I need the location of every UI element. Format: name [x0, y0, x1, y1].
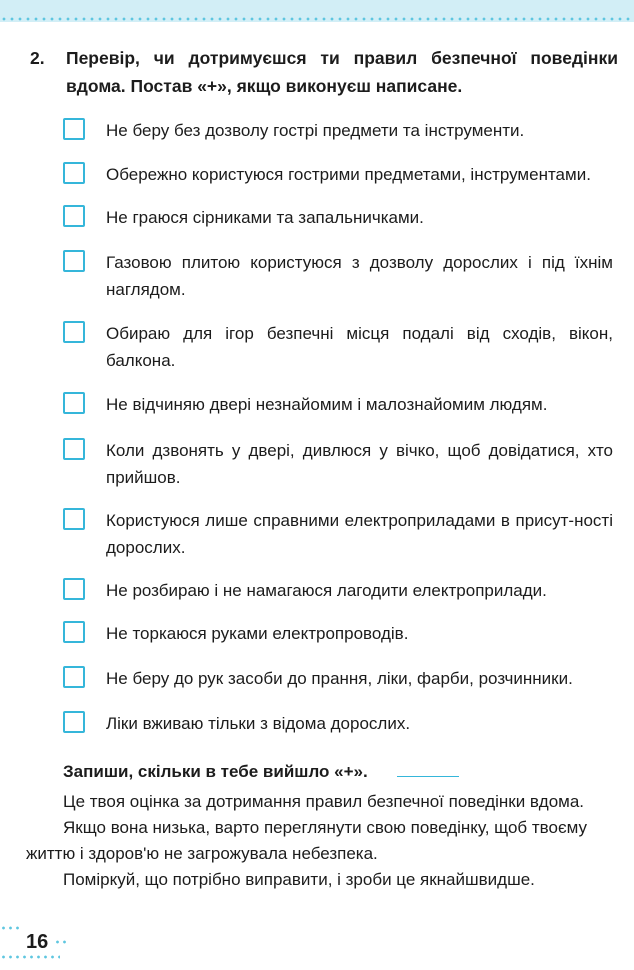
checklist-item-text: Не розбираю і не намагаюся лагодити електроприлади. [106, 581, 547, 600]
checkbox[interactable] [63, 250, 85, 272]
page-number-dots [54, 940, 70, 944]
page-number: 16 [26, 931, 49, 953]
summary-paragraph-2-line-2: життю і здоров'ю не загрожувала небезпека. [26, 844, 378, 863]
task-number: 2. [30, 48, 45, 68]
checklist-item-text: Не торкаюся руками електропроводів. [106, 624, 409, 643]
checkbox[interactable] [63, 205, 85, 227]
checkbox[interactable] [63, 666, 85, 688]
checkbox[interactable] [63, 162, 85, 184]
checklist-item-text: Користуюся лише справними електроприладами в присут-ності дорослих. [106, 511, 613, 557]
page-number-dots [0, 955, 60, 959]
checkbox[interactable] [63, 438, 85, 460]
checkbox[interactable] [63, 118, 85, 140]
checkbox[interactable] [63, 392, 85, 414]
summary-paragraph-1: Це твоя оцінка за дотримання правил безпечної поведінки вдома. [63, 792, 585, 811]
checkbox[interactable] [63, 621, 85, 643]
checkbox[interactable] [63, 711, 85, 733]
checkbox[interactable] [63, 321, 85, 343]
checklist-item-text: Обираю для ігор безпечні місця подалі від сходів, вікон, балкона. [106, 324, 613, 370]
checklist-item-text: Не граюся сірниками та запальничками. [106, 208, 424, 227]
answer-line[interactable] [397, 776, 459, 777]
page-number-dots [0, 926, 20, 930]
checklist-item-text: Газовою плитою користуюся з дозволу дорослих і під їхнім наглядом. [106, 253, 613, 299]
checkbox[interactable] [63, 578, 85, 600]
top-dotted-border [0, 17, 634, 21]
checklist-item-text: Обережно користуюся гострими предметами, інструментами. [106, 165, 591, 184]
task-instruction: Перевір, чи дотримуєшся ти правил безпечної поведінки вдома. Постав «+», якщо виконуєш написане. [66, 48, 618, 96]
checklist-item-text: Не відчиняю двері незнайомим і малознайомим людям. [106, 395, 548, 414]
summary-paragraph-2-line-1: Якщо вона низька, варто переглянути свою поведінку, щоб твоєму [63, 818, 588, 837]
summary-prompt: Запиши, скільки в тебе вийшло «+». [63, 762, 368, 781]
checklist-item-text: Ліки вживаю тільки з відома дорослих. [106, 714, 411, 733]
checklist-item-text: Не беру до рук засоби до прання, ліки, фарби, розчинники. [106, 669, 573, 688]
checklist-item-text: Коли дзвонять у двері, дивлюся у вічко, щоб довідатися, хто прийшов. [106, 441, 613, 487]
checkbox[interactable] [63, 508, 85, 530]
checklist-item-text: Не беру без дозволу гострі предмети та інструменти. [106, 121, 525, 140]
summary-paragraph-3: Поміркуй, що потрібно виправити, і зроби це якнайшвидше. [63, 870, 535, 889]
